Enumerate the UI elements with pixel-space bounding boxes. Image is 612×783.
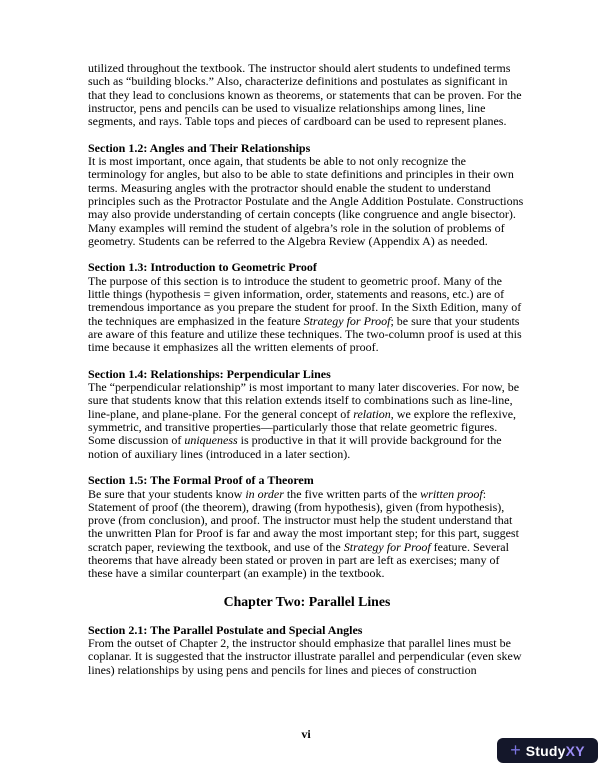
text-run: , we explore the reflexive, symmetric, and transitive properties—particularly those that relate geometric figures. Some discussion of [88, 406, 517, 448]
studyxy-logo-badge [497, 738, 598, 763]
brand-name [526, 743, 585, 759]
chapter-heading: Chapter Two: Parallel Lines [223, 593, 391, 609]
plus-icon: + [510, 739, 521, 760]
italic-text-run: relation [353, 406, 391, 421]
italic-text-run: written proof [420, 486, 483, 501]
brand-name-accent: XY [565, 742, 585, 759]
text-run: is productive in that it will provide background for the notion of auxiliary lines (introduced in a later section). [88, 433, 502, 461]
text-run: feature. Several theorems that have already been stated or proven in part are left as exercises; many of these have a similar counterpart (an example) in the textbook. [88, 539, 509, 581]
text-run: From the outset of Chapter 2, the instructor should emphasize that parallel lines must be coplanar. It is suggested that the instructor illustrate parallel and perpendicular (even skew lines) relationships by using pens and pencils for lines and pieces of construction [88, 636, 522, 677]
italic-text-run: Strategy for Proof [303, 313, 391, 328]
text-run: : Statement of proof (the theorem), drawing (from hypothesis), given (from hypothesis), prove (from conclusion), and proof. The instructor must help the student understand that the unwritten Plan for Proof is far and away the most important step; for this part, suggest scratch paper, reviewing the textbook, and use of the [88, 486, 519, 554]
italic-text-run: in order [245, 486, 284, 501]
italic-text-run: Strategy for Proof [343, 539, 431, 554]
section-paragraph [88, 155, 526, 248]
text-run: It is most important, once again, that students be able to not only recognize the terminology for angles, but also to be able to state definitions and principles in their own terms. Measuring angles with the protractor should enable the student to understand principles such as the Protractor Postulate and the Angle Addition Postulate. Constructions may also provide understanding of certain concepts (like congruence and angle bisector). Many examples will remind the student of algebra’s role in the solution of problems of geometry. Students can be referred to the Algebra Review (Appendix A) as needed. [88, 154, 524, 248]
text-run: utilized throughout the textbook. The instructor should alert students to undefined terms such as “building blocks.” Also, characterize definitions and postulates as significant in that they lead to conclusions known as theorems, or statements that can be proven. For the instructor, pens and pencils can be used to visualize relationships among lines, line segments, and rays. Table tops and pieces of cardboard can be used to represent planes. [88, 61, 522, 129]
text-run: The purpose of this section is to introduce the student to geometric proof. Many of the little things (hypothesis = given information, order, statements and reasons, etc.) are of tremendous importance as you prepare the student for proof. In the Sixth Edition, many of the techniques are emphasized in the feature [88, 273, 522, 328]
section-paragraph [88, 381, 526, 461]
page-number: vi [301, 727, 311, 741]
continuation-paragraph [88, 62, 526, 128]
section-heading: Section 1.5: The Formal Proof of a Theorem [88, 473, 314, 488]
text-run: the five written parts of the [283, 486, 421, 501]
italic-text-run: uniqueness [184, 433, 238, 448]
section-heading: Section 1.4: Relationships: Perpendicular Lines [88, 366, 331, 381]
section-heading: Section 1.2: Angles and Their Relationships [88, 140, 311, 155]
text-run: The “perpendicular relationship” is most important to many later discoveries. For now, be sure that students know that this relation extends itself to combinations such as line-line, line-plane, and plane-plane. For the general concept of [88, 380, 520, 421]
brand-name-primary: Study [525, 742, 566, 759]
section-paragraph [88, 275, 526, 355]
section-heading: Section 1.3: Introduction to Geometric Proof [88, 260, 317, 275]
section-paragraph [88, 637, 526, 677]
section-paragraph [88, 488, 526, 581]
section-heading: Section 2.1: The Parallel Postulate and Special Angles [88, 622, 363, 637]
text-run: Be sure that your students know [88, 486, 246, 501]
document-body [88, 62, 526, 690]
text-run: ; be sure that your students are aware of this feature and utilize these techniques. The two-column proof is used at this time because it emphasizes all the written elements of proof. [88, 313, 522, 355]
